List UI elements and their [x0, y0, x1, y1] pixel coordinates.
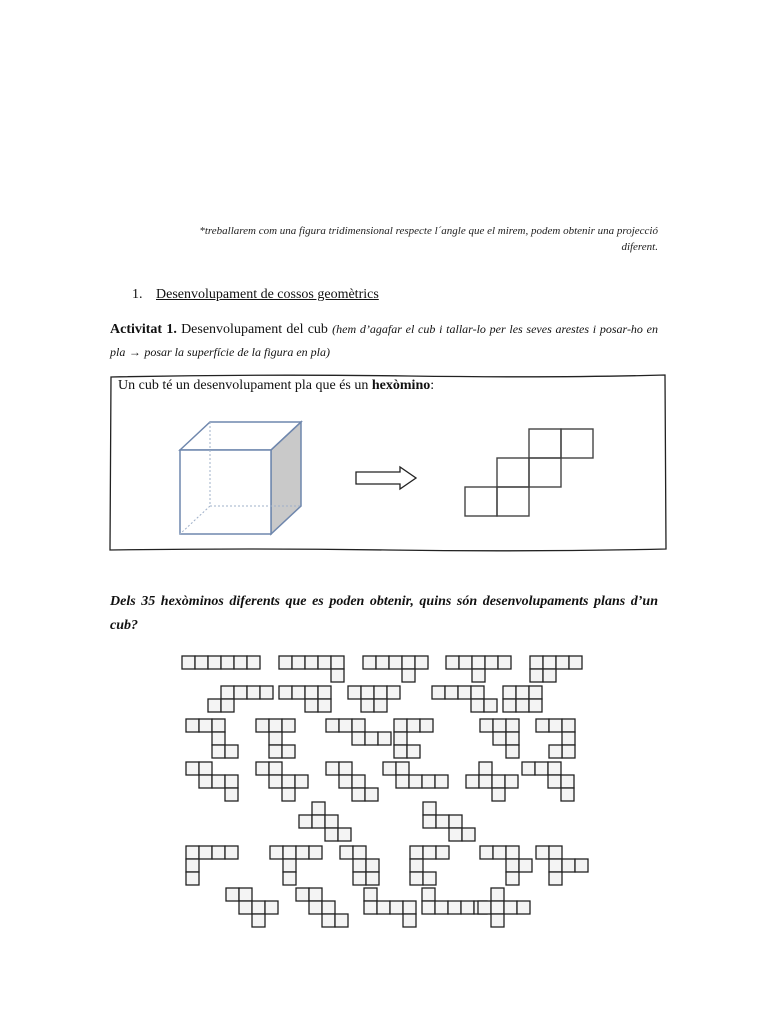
- hexomino-cell: [208, 656, 221, 669]
- hexomino-cell: [353, 872, 366, 885]
- hexomino-cell: [252, 914, 265, 927]
- hexomino-example-box: [108, 373, 668, 553]
- hexomino-cell: [479, 775, 492, 788]
- hexomino-cell: [270, 846, 283, 859]
- hexomino-cell: [312, 815, 325, 828]
- hexomino-cell: [296, 846, 309, 859]
- hexomino-cell: [348, 686, 361, 699]
- hexomino-sketch: [383, 762, 448, 788]
- hexomino-sketch: [363, 656, 428, 682]
- hexomino-cell: [212, 719, 225, 732]
- hexomino-sketch: [340, 846, 379, 885]
- hexomino-cell: [226, 888, 239, 901]
- hexomino-sketch: [446, 656, 511, 682]
- hexomino-cell: [407, 745, 420, 758]
- hexomino-cell: [305, 686, 318, 699]
- hexomino-cell: [282, 745, 295, 758]
- hexomino-cell: [312, 802, 325, 815]
- hexomino-cell: [461, 901, 474, 914]
- hexomino-sketch: [410, 846, 449, 885]
- hexomino-cell: [182, 656, 195, 669]
- hexomino-cell: [549, 745, 562, 758]
- hexomino-cell: [543, 669, 556, 682]
- hexomino-sketch: [326, 762, 378, 801]
- hexomino-cell: [269, 745, 282, 758]
- hexomino-net: [465, 429, 593, 516]
- hexomino-cell: [365, 788, 378, 801]
- hexomino-sketch: [348, 686, 400, 712]
- hexomino-cell: [186, 762, 199, 775]
- hexomino-cell: [305, 699, 318, 712]
- hexomino-cell: [479, 762, 492, 775]
- hexomino-cell: [269, 762, 282, 775]
- hexomino-cell: [506, 872, 519, 885]
- hexomino-cell: [396, 762, 409, 775]
- hexomino-cell: [516, 686, 529, 699]
- hexomino-collection: [178, 652, 598, 932]
- hexomino-cell: [309, 901, 322, 914]
- hexomino-sketch: [503, 686, 542, 712]
- hexomino-cell: [199, 762, 212, 775]
- footnote-line-1: *treballarem com una figura tridimensional respecte l´angle que el mirem, podem obtenir una projecció: [199, 225, 658, 237]
- hexomino-cell: [449, 828, 462, 841]
- hexomino-cell: [562, 859, 575, 872]
- hexomino-sketch: [530, 656, 582, 682]
- hexomino-cell: [256, 762, 269, 775]
- hexomino-cell: [318, 699, 331, 712]
- hexomino-sketch: [186, 719, 238, 758]
- hexomino-cell: [283, 846, 296, 859]
- hexomino-cell: [339, 762, 352, 775]
- hexomino-cell: [186, 846, 199, 859]
- hexomino-cell: [292, 656, 305, 669]
- hexomino-cell: [449, 815, 462, 828]
- hexomino-cell: [353, 846, 366, 859]
- hexomino-cell: [186, 859, 199, 872]
- hexomino-cell: [374, 686, 387, 699]
- hexomino-cell: [480, 846, 493, 859]
- hexomino-cell: [376, 656, 389, 669]
- hexomino-cell: [504, 901, 517, 914]
- hexomino-cell: [549, 859, 562, 872]
- hexomino-cell: [282, 788, 295, 801]
- hexomino-cell: [562, 745, 575, 758]
- hexomino-cell: [295, 775, 308, 788]
- hexomino-cell: [530, 669, 543, 682]
- hexomino-cell: [536, 846, 549, 859]
- hexomino-cell: [318, 656, 331, 669]
- hexomino-cell: [318, 686, 331, 699]
- hexomino-cell: [529, 699, 542, 712]
- hexomino-cell: [234, 656, 247, 669]
- hexomino-cell: [340, 846, 353, 859]
- hexomino-cell: [221, 656, 234, 669]
- box-figure: [108, 373, 668, 553]
- hexomino-cell: [396, 775, 409, 788]
- hexomino-cell: [522, 762, 535, 775]
- section-number: 1.: [132, 287, 143, 302]
- hexomino-sketch: [186, 762, 238, 801]
- hexomino-cell: [352, 788, 365, 801]
- hexomino-cell: [378, 732, 391, 745]
- hexomino-cell: [326, 762, 339, 775]
- hexomino-cell: [353, 859, 366, 872]
- hexomino-cell: [415, 656, 428, 669]
- hexomino-cell: [535, 762, 548, 775]
- hexomino-cell: [239, 888, 252, 901]
- hexomino-cell: [484, 699, 497, 712]
- hexomino-cell: [352, 775, 365, 788]
- hexomino-cell: [283, 872, 296, 885]
- hexomino-cell: [423, 872, 436, 885]
- hexomino-cell: [492, 775, 505, 788]
- hexomino-cell: [493, 846, 506, 859]
- hexomino-cell: [365, 732, 378, 745]
- hexomino-cell: [480, 719, 493, 732]
- hexomino-cell: [282, 719, 295, 732]
- hexomino-sketch: [256, 762, 308, 801]
- hexomino-cell: [364, 901, 377, 914]
- hexomino-sketch: [296, 888, 348, 927]
- hexomino-cell: [212, 846, 225, 859]
- hexomino-cell: [478, 901, 491, 914]
- hexomino-sketch: [226, 888, 278, 927]
- hexomino-cell: [225, 775, 238, 788]
- hexomino-sketch: [256, 719, 295, 758]
- hexomino-cell: [199, 846, 212, 859]
- hexomino-sketch: [522, 762, 574, 801]
- hexomino-sketch: [536, 846, 588, 885]
- hexomino-cell: [491, 901, 504, 914]
- hexomino-cell: [506, 719, 519, 732]
- hexomino-cell: [366, 872, 379, 885]
- hexomino-cell: [225, 745, 238, 758]
- hexomino-cell: [458, 686, 471, 699]
- hexomino-cell: [212, 775, 225, 788]
- hexomino-cell: [389, 656, 402, 669]
- hexomino-cell: [325, 828, 338, 841]
- hexomino-cell: [299, 815, 312, 828]
- hexomino-cell: [402, 669, 415, 682]
- hexomino-sketch: [182, 656, 260, 669]
- hexomino-cell: [186, 719, 199, 732]
- hexomino-cell: [335, 914, 348, 927]
- hexomino-sketch: [186, 846, 238, 885]
- hexomino-cell: [548, 762, 561, 775]
- hexomino-cell: [498, 656, 511, 669]
- hexomino-cell: [309, 846, 322, 859]
- hexomino-sketch: [480, 719, 519, 758]
- hexomino-sketch: [364, 888, 416, 927]
- footnote-line-2: diferent.: [621, 241, 658, 253]
- hexomino-cell: [387, 686, 400, 699]
- hexomino-cell: [394, 732, 407, 745]
- hexomino-cell: [529, 686, 542, 699]
- hexomino-sketch: [422, 888, 487, 914]
- hexomino-cell: [459, 656, 472, 669]
- hexomino-cell: [423, 802, 436, 815]
- hexomino-cell: [366, 859, 379, 872]
- hexomino-cell: [409, 775, 422, 788]
- hexomino-cell: [422, 901, 435, 914]
- hexomino-cell: [212, 732, 225, 745]
- box-text-before: Un cub té un desenvolupament pla que és un: [118, 378, 369, 393]
- hexomino-sketch: [432, 686, 497, 712]
- hexomino-cell: [422, 888, 435, 901]
- hexomino-cell: [394, 719, 407, 732]
- box-bold-word: hexòmino: [371, 378, 431, 393]
- cube-icon: [180, 422, 301, 534]
- hexomino-cell: [519, 859, 532, 872]
- hexomino-sketch: [270, 846, 322, 885]
- hexomino-cell: [195, 656, 208, 669]
- hexomino-cell: [493, 732, 506, 745]
- hexomino-sketch: [480, 846, 532, 885]
- hexomino-cell: [225, 846, 238, 859]
- hexomino-cell: [225, 788, 238, 801]
- arrow-icon: →: [128, 345, 141, 359]
- hexomino-cell: [186, 872, 199, 885]
- hexomino-cell: [410, 846, 423, 859]
- hexomino-cell: [422, 775, 435, 788]
- hexomino-cell: [403, 901, 416, 914]
- hexomino-cell: [199, 775, 212, 788]
- hexomino-cell: [331, 669, 344, 682]
- hexomino-cell: [361, 686, 374, 699]
- hexomino-cell: [305, 656, 318, 669]
- hexomino-cell: [435, 775, 448, 788]
- hexomino-sketch: [394, 719, 433, 758]
- hexomino-cell: [269, 732, 282, 745]
- activity-title: Desenvolupament del cub: [181, 322, 328, 337]
- hexomino-cell: [322, 901, 335, 914]
- section-heading: [132, 287, 379, 303]
- hexomino-cell: [472, 656, 485, 669]
- hexomino-cell: [292, 686, 305, 699]
- hexomino-cell: [221, 686, 234, 699]
- activity-label: Activitat 1.: [110, 322, 177, 337]
- hexomino-cell: [339, 775, 352, 788]
- hexomino-cell: [423, 846, 436, 859]
- hexomino-cell: [322, 914, 335, 927]
- hexomino-cell: [221, 699, 234, 712]
- hexomino-cell: [282, 775, 295, 788]
- hexomino-cell: [374, 699, 387, 712]
- activity-description-end: posar la superfície de la figura en pla): [144, 345, 330, 359]
- hexomino-cell: [234, 686, 247, 699]
- hexomino-cell: [543, 656, 556, 669]
- hexomino-cell: [448, 901, 461, 914]
- footnote-note: [110, 223, 658, 255]
- hexomino-cell: [561, 788, 574, 801]
- hexomino-cell: [331, 656, 344, 669]
- hexomino-cell: [410, 872, 423, 885]
- activity-description: (hem d’agafar el cub i tallar-lo per les seves arestes i posar-ho en pla: [110, 322, 658, 359]
- hexomino-sketch: [279, 656, 344, 682]
- hexomino-cell: [503, 686, 516, 699]
- hexomino-cell: [383, 762, 396, 775]
- hexomino-cell: [472, 669, 485, 682]
- hexomino-cell: [516, 699, 529, 712]
- hexomino-cell: [471, 686, 484, 699]
- hexomino-cell: [390, 901, 403, 914]
- hexomino-cell: [352, 719, 365, 732]
- hexomino-sketch: [423, 802, 475, 841]
- hexomino-cell: [485, 656, 498, 669]
- hexomino-cell: [239, 901, 252, 914]
- hexomino-cell: [199, 719, 212, 732]
- hexomino-cell: [506, 745, 519, 758]
- hexomino-cell: [338, 828, 351, 841]
- hexomino-cell: [212, 745, 225, 758]
- hexomino-cell: [493, 719, 506, 732]
- hexomino-cell: [252, 901, 265, 914]
- hexomino-cell: [361, 699, 374, 712]
- hexomino-cell: [279, 656, 292, 669]
- hexomino-cell: [279, 686, 292, 699]
- hexomino-cell: [575, 859, 588, 872]
- hexomino-cell: [326, 719, 339, 732]
- hexomino-sketch: [279, 686, 331, 712]
- hexomino-cell: [364, 888, 377, 901]
- question-text: Dels 35 hexòminos diferents que es poden obtenir, quins són desenvolupaments plans d’un cub?: [110, 594, 658, 633]
- hexomino-cell: [432, 686, 445, 699]
- hexomino-cell: [423, 815, 436, 828]
- hexomino-sketch: [466, 762, 518, 801]
- box-text-after: :: [430, 378, 435, 393]
- hexomino-cell: [352, 732, 365, 745]
- hexomino-cell: [377, 901, 390, 914]
- hexomino-cell: [548, 775, 561, 788]
- hexomino-cell: [407, 719, 420, 732]
- hexomino-cell: [562, 732, 575, 745]
- hexomino-cell: [339, 719, 352, 732]
- hexomino-cell: [471, 699, 484, 712]
- hexomino-sketch: [536, 719, 575, 758]
- hexomino-cell: [506, 732, 519, 745]
- hexomino-cell: [446, 656, 459, 669]
- hexomino-sketch: [326, 719, 391, 745]
- hexomino-cell: [491, 914, 504, 927]
- hexomino-cell: [549, 719, 562, 732]
- hexomino-cell: [506, 859, 519, 872]
- hexomino-cell: [561, 775, 574, 788]
- hexomino-cell: [462, 828, 475, 841]
- box-statement: [118, 378, 434, 394]
- hexomino-cell: [325, 815, 338, 828]
- hexomino-cell: [569, 656, 582, 669]
- hexomino-cell: [394, 745, 407, 758]
- hexomino-cell: [296, 888, 309, 901]
- hexomino-cell: [420, 719, 433, 732]
- hexomino-sketch: [299, 802, 351, 841]
- hexomino-cell: [269, 775, 282, 788]
- hexomino-cell: [309, 888, 322, 901]
- hexomino-cell: [403, 914, 416, 927]
- hexomino-cell: [260, 686, 273, 699]
- hexomino-cell: [536, 719, 549, 732]
- activity-paragraph: [110, 318, 658, 364]
- hexomino-cell: [247, 656, 260, 669]
- hexomino-cell: [562, 719, 575, 732]
- right-arrow-icon: [356, 467, 416, 489]
- hexomino-sketch: [208, 686, 273, 712]
- hexomino-cell: [503, 699, 516, 712]
- hexomino-cell: [247, 686, 260, 699]
- hexomino-cell: [402, 656, 415, 669]
- hexomino-cell: [445, 686, 458, 699]
- hexomino-cell: [549, 846, 562, 859]
- hexomino-cell: [506, 846, 519, 859]
- hexomino-cell: [436, 846, 449, 859]
- hexomino-cell: [491, 888, 504, 901]
- hexomino-cell: [283, 859, 296, 872]
- hexomino-sketch: [478, 888, 530, 927]
- hexomino-cell: [435, 901, 448, 914]
- hexomino-cell: [505, 775, 518, 788]
- hexomino-cell: [410, 859, 423, 872]
- hexomino-cell: [436, 815, 449, 828]
- hexomino-cell: [208, 699, 221, 712]
- hexomino-cell: [466, 775, 479, 788]
- hexomino-cell: [265, 901, 278, 914]
- hexomino-cell: [556, 656, 569, 669]
- hexomino-cell: [530, 656, 543, 669]
- hexomino-cell: [549, 872, 562, 885]
- hexomino-cell: [363, 656, 376, 669]
- section-title: Desenvolupament de cossos geomètrics: [156, 287, 379, 302]
- hexomino-cell: [517, 901, 530, 914]
- hexomino-cell: [256, 719, 269, 732]
- hexomino-cell: [492, 788, 505, 801]
- hexomino-cell: [269, 719, 282, 732]
